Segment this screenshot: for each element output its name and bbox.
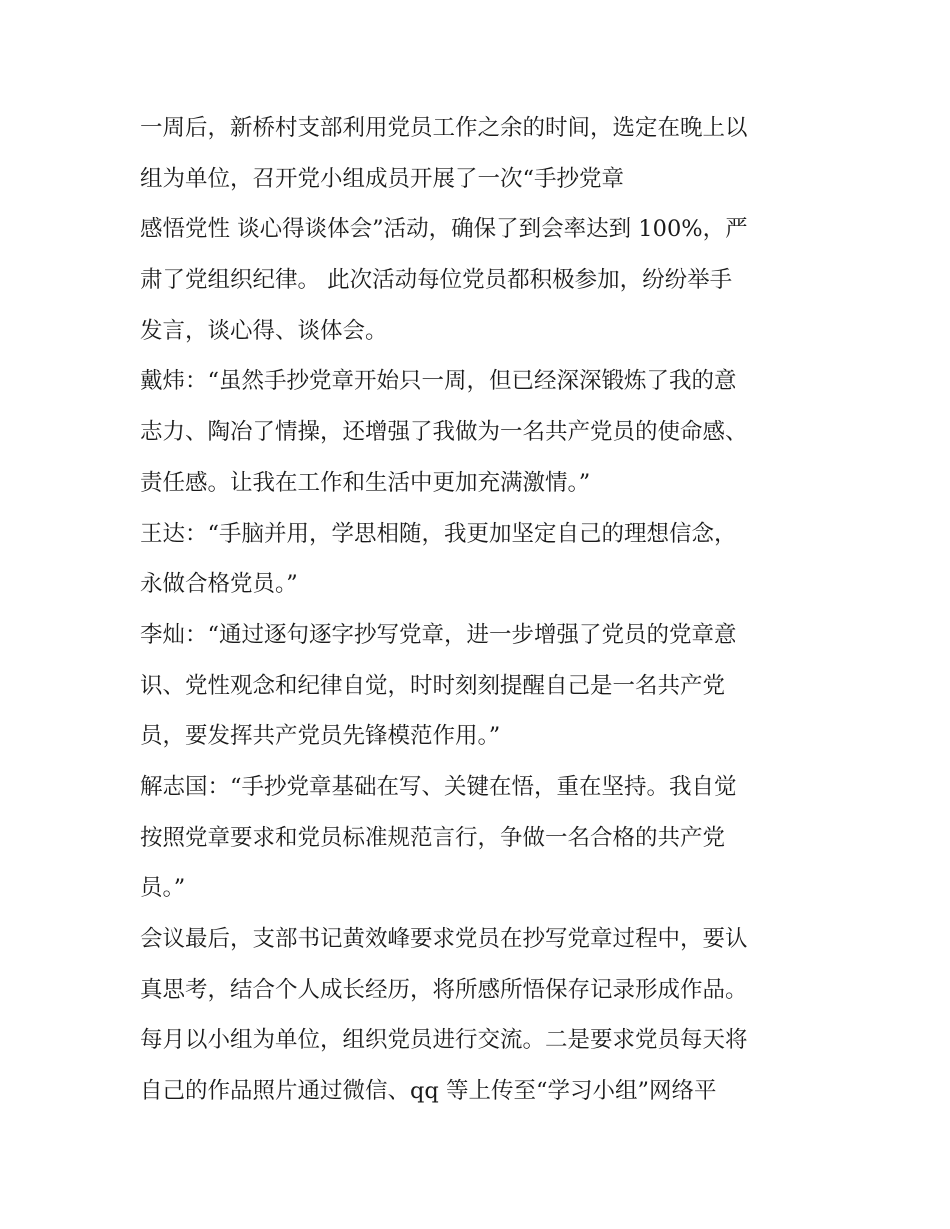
text-line: 每月以小组为单位，组织党员进行交流。二是要求党员每天将 bbox=[140, 1027, 748, 1054]
text-line: 按照党章要求和党员标准规范言行，争做一名合格的共产党 bbox=[140, 824, 726, 851]
text-line: 李灿：“通过逐句逐字抄写党章，进一步增强了党员的党章意 bbox=[140, 621, 737, 648]
text-line: 员，要发挥共产党员先锋模范作用。” bbox=[140, 723, 501, 750]
text-line: 感悟党性 谈心得谈体会”活动，确保了到会率达到 100%，严 bbox=[140, 216, 748, 243]
text-line: 员。” bbox=[140, 875, 186, 902]
text-line: 永做合格党员。” bbox=[140, 571, 298, 598]
text-line: 发言，谈心得、谈体会。 bbox=[140, 317, 388, 344]
text-line: 真思考，结合个人成长经历，将所感所悟保存记录形成作品。 bbox=[140, 976, 748, 1003]
document-body bbox=[140, 103, 820, 1117]
text-line: 会议最后，支部书记黄效峰要求党员在抄写党章过程中，要认 bbox=[140, 926, 748, 952]
text-line: 解志国：“手抄党章基础在写、关键在悟，重在坚持。我自觉 bbox=[140, 773, 737, 800]
text-line: 王达：“手脑并用，学思相随，我更加坚定自己的理想信念， bbox=[140, 520, 737, 547]
text-line: 责任感。让我在工作和生活中更加充满激情。” bbox=[140, 469, 591, 496]
text-line: 志力、陶冶了情操，还增强了我做为一名共产党员的使命感、 bbox=[140, 419, 748, 446]
text-line: 戴炜：“虽然手抄党章开始只一周，但已经深深锻炼了我的意 bbox=[140, 368, 737, 395]
text-line: 自己的作品照片通过微信、qq 等上传至“学习小组”网络平 bbox=[140, 1078, 717, 1105]
text-line: 识、党性观念和纪律自觉，时时刻刻提醒自己是一名共产党 bbox=[140, 672, 726, 699]
text-line: 一周后，新桥村支部利用党员工作之余的时间，选定在晚上以 bbox=[140, 115, 748, 141]
text-line: 肃了党组织纪律。 此次活动每位党员都积极参加，纷纷举手 bbox=[140, 267, 733, 294]
text-line: 组为单位，召开党小组成员开展了一次“手抄党章 bbox=[140, 165, 625, 192]
